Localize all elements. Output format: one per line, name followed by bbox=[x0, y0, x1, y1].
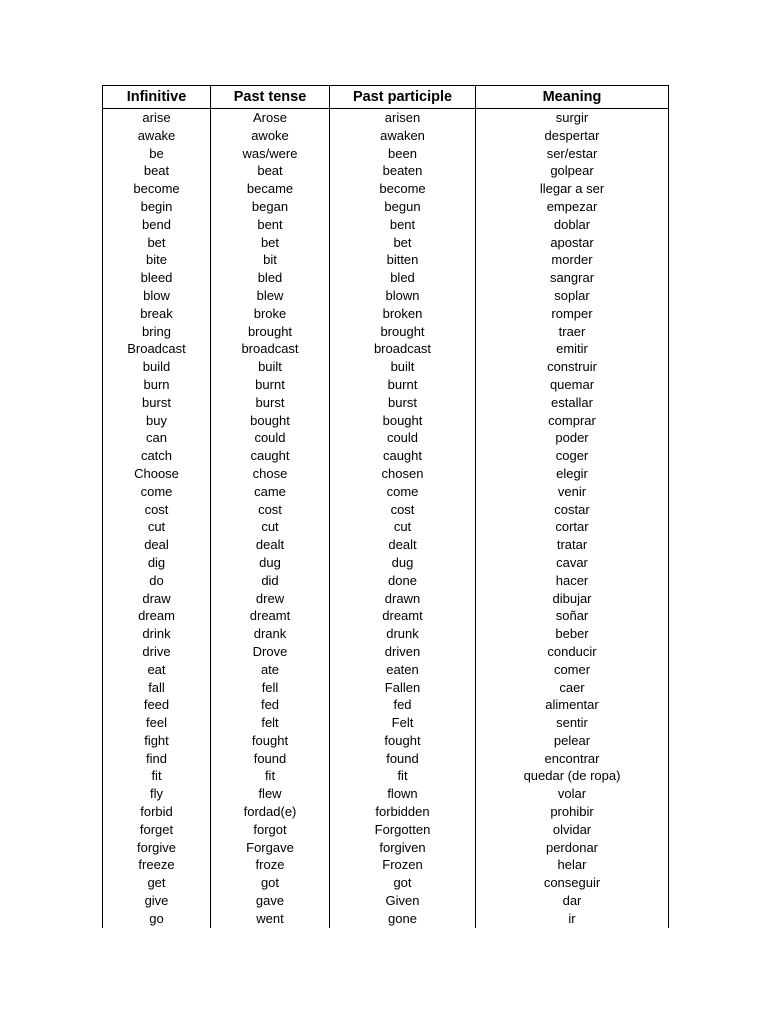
cell-past-participle: bent bbox=[330, 216, 476, 234]
cell-past-tense: cost bbox=[211, 501, 330, 519]
cell-meaning: soplar bbox=[476, 287, 669, 305]
cell-past-participle: brought bbox=[330, 323, 476, 341]
table-row bbox=[103, 305, 669, 323]
cell-infinitive: blow bbox=[103, 287, 211, 305]
cell-past-tense: Forgave bbox=[211, 839, 330, 857]
table-row bbox=[103, 323, 669, 341]
cell-past-tense: fordad(e) bbox=[211, 803, 330, 821]
cell-past-participle: burst bbox=[330, 394, 476, 412]
cell-past-tense: awoke bbox=[211, 127, 330, 145]
cell-meaning: olvidar bbox=[476, 821, 669, 839]
table-row bbox=[103, 714, 669, 732]
cell-past-tense: got bbox=[211, 874, 330, 892]
cell-infinitive: cut bbox=[103, 518, 211, 536]
cell-past-tense: blew bbox=[211, 287, 330, 305]
cell-meaning: conseguir bbox=[476, 874, 669, 892]
cell-past-participle: bitten bbox=[330, 251, 476, 269]
cell-meaning: poder bbox=[476, 429, 669, 447]
cell-infinitive: fall bbox=[103, 679, 211, 697]
table-row bbox=[103, 767, 669, 785]
cell-past-participle: beaten bbox=[330, 162, 476, 180]
cell-infinitive: forgive bbox=[103, 839, 211, 857]
cell-past-participle: flown bbox=[330, 785, 476, 803]
cell-past-participle: fed bbox=[330, 696, 476, 714]
cell-meaning: doblar bbox=[476, 216, 669, 234]
cell-meaning: conducir bbox=[476, 643, 669, 661]
table-row bbox=[103, 180, 669, 198]
cell-past-participle: dealt bbox=[330, 536, 476, 554]
cell-past-tense: could bbox=[211, 429, 330, 447]
cell-past-participle: awaken bbox=[330, 127, 476, 145]
cell-meaning: quemar bbox=[476, 376, 669, 394]
cell-meaning: sentir bbox=[476, 714, 669, 732]
cell-past-participle: bled bbox=[330, 269, 476, 287]
cell-past-tense: froze bbox=[211, 856, 330, 874]
cell-past-participle: come bbox=[330, 483, 476, 501]
table-row bbox=[103, 162, 669, 180]
cell-infinitive: bring bbox=[103, 323, 211, 341]
cell-meaning: quedar (de ropa) bbox=[476, 767, 669, 785]
cell-past-participle: become bbox=[330, 180, 476, 198]
table-row bbox=[103, 216, 669, 234]
cell-past-participle: fought bbox=[330, 732, 476, 750]
cell-past-tense: was/were bbox=[211, 145, 330, 163]
table-row bbox=[103, 412, 669, 430]
cell-meaning: alimentar bbox=[476, 696, 669, 714]
cell-meaning: prohibir bbox=[476, 803, 669, 821]
cell-past-participle: fit bbox=[330, 767, 476, 785]
cell-infinitive: beat bbox=[103, 162, 211, 180]
cell-past-tense: brought bbox=[211, 323, 330, 341]
cell-infinitive: fly bbox=[103, 785, 211, 803]
table-row bbox=[103, 376, 669, 394]
cell-past-participle: broken bbox=[330, 305, 476, 323]
cell-past-participle: dreamt bbox=[330, 607, 476, 625]
cell-infinitive: can bbox=[103, 429, 211, 447]
cell-meaning: golpear bbox=[476, 162, 669, 180]
cell-meaning: elegir bbox=[476, 465, 669, 483]
cell-meaning: estallar bbox=[476, 394, 669, 412]
cell-past-tense: broadcast bbox=[211, 340, 330, 358]
table-row bbox=[103, 394, 669, 412]
table-row bbox=[103, 429, 669, 447]
table-row bbox=[103, 447, 669, 465]
cell-past-participle: could bbox=[330, 429, 476, 447]
cell-meaning: apostar bbox=[476, 234, 669, 252]
cell-past-tense: fit bbox=[211, 767, 330, 785]
cell-meaning: venir bbox=[476, 483, 669, 501]
cell-past-tense: flew bbox=[211, 785, 330, 803]
table-row bbox=[103, 803, 669, 821]
table-row bbox=[103, 269, 669, 287]
cell-past-tense: bent bbox=[211, 216, 330, 234]
cell-past-participle: Fallen bbox=[330, 679, 476, 697]
cell-meaning: encontrar bbox=[476, 750, 669, 768]
table-header bbox=[103, 86, 669, 109]
cell-past-tense: bled bbox=[211, 269, 330, 287]
cell-past-tense: bit bbox=[211, 251, 330, 269]
cell-meaning: soñar bbox=[476, 607, 669, 625]
table-row bbox=[103, 910, 669, 928]
cell-meaning: sangrar bbox=[476, 269, 669, 287]
table-row bbox=[103, 732, 669, 750]
cell-past-participle: driven bbox=[330, 643, 476, 661]
cell-meaning: cortar bbox=[476, 518, 669, 536]
cell-infinitive: build bbox=[103, 358, 211, 376]
cell-infinitive: bite bbox=[103, 251, 211, 269]
cell-meaning: emitir bbox=[476, 340, 669, 358]
table-row bbox=[103, 625, 669, 643]
cell-meaning: llegar a ser bbox=[476, 180, 669, 198]
table-row bbox=[103, 145, 669, 163]
cell-infinitive: cost bbox=[103, 501, 211, 519]
cell-past-tense: Drove bbox=[211, 643, 330, 661]
cell-meaning: cavar bbox=[476, 554, 669, 572]
cell-past-tense: fought bbox=[211, 732, 330, 750]
cell-infinitive: drive bbox=[103, 643, 211, 661]
table-row bbox=[103, 536, 669, 554]
cell-meaning: hacer bbox=[476, 572, 669, 590]
cell-meaning: romper bbox=[476, 305, 669, 323]
cell-infinitive: freeze bbox=[103, 856, 211, 874]
cell-past-participle: blown bbox=[330, 287, 476, 305]
cell-meaning: helar bbox=[476, 856, 669, 874]
cell-past-participle: forgiven bbox=[330, 839, 476, 857]
cell-infinitive: bleed bbox=[103, 269, 211, 287]
cell-past-participle: bought bbox=[330, 412, 476, 430]
cell-past-tense: went bbox=[211, 910, 330, 928]
table-body bbox=[103, 109, 669, 928]
table-row bbox=[103, 358, 669, 376]
cell-past-tense: bet bbox=[211, 234, 330, 252]
cell-meaning: empezar bbox=[476, 198, 669, 216]
table-row bbox=[103, 696, 669, 714]
cell-infinitive: break bbox=[103, 305, 211, 323]
cell-meaning: pelear bbox=[476, 732, 669, 750]
table-row bbox=[103, 518, 669, 536]
cell-past-participle: begun bbox=[330, 198, 476, 216]
cell-infinitive: eat bbox=[103, 661, 211, 679]
cell-infinitive: be bbox=[103, 145, 211, 163]
cell-past-participle: drawn bbox=[330, 590, 476, 608]
header-past-tense: Past tense bbox=[211, 86, 330, 109]
cell-past-participle: Felt bbox=[330, 714, 476, 732]
cell-meaning: perdonar bbox=[476, 839, 669, 857]
cell-meaning: tratar bbox=[476, 536, 669, 554]
cell-past-participle: bet bbox=[330, 234, 476, 252]
cell-meaning: costar bbox=[476, 501, 669, 519]
cell-past-tense: ate bbox=[211, 661, 330, 679]
cell-infinitive: bend bbox=[103, 216, 211, 234]
cell-past-tense: forgot bbox=[211, 821, 330, 839]
table-row bbox=[103, 679, 669, 697]
cell-meaning: beber bbox=[476, 625, 669, 643]
cell-past-tense: became bbox=[211, 180, 330, 198]
header-row bbox=[103, 86, 669, 109]
cell-past-tense: bought bbox=[211, 412, 330, 430]
cell-infinitive: become bbox=[103, 180, 211, 198]
cell-past-tense: began bbox=[211, 198, 330, 216]
cell-infinitive: go bbox=[103, 910, 211, 928]
cell-past-participle: found bbox=[330, 750, 476, 768]
cell-infinitive: forbid bbox=[103, 803, 211, 821]
cell-past-tense: caught bbox=[211, 447, 330, 465]
cell-infinitive: give bbox=[103, 892, 211, 910]
cell-past-tense: drank bbox=[211, 625, 330, 643]
cell-infinitive: feed bbox=[103, 696, 211, 714]
table-row bbox=[103, 839, 669, 857]
cell-past-participle: arisen bbox=[330, 109, 476, 127]
cell-infinitive: do bbox=[103, 572, 211, 590]
cell-past-tense: fell bbox=[211, 679, 330, 697]
cell-past-tense: burnt bbox=[211, 376, 330, 394]
cell-past-tense: beat bbox=[211, 162, 330, 180]
cell-meaning: comer bbox=[476, 661, 669, 679]
cell-past-tense: chose bbox=[211, 465, 330, 483]
cell-meaning: comprar bbox=[476, 412, 669, 430]
table-row bbox=[103, 590, 669, 608]
cell-infinitive: Broadcast bbox=[103, 340, 211, 358]
cell-meaning: caer bbox=[476, 679, 669, 697]
table-row bbox=[103, 874, 669, 892]
table-row bbox=[103, 892, 669, 910]
cell-past-tense: did bbox=[211, 572, 330, 590]
cell-infinitive: drink bbox=[103, 625, 211, 643]
cell-infinitive: fight bbox=[103, 732, 211, 750]
table-row bbox=[103, 234, 669, 252]
header-past-participle: Past participle bbox=[330, 86, 476, 109]
cell-infinitive: dig bbox=[103, 554, 211, 572]
cell-meaning: ir bbox=[476, 910, 669, 928]
cell-meaning: morder bbox=[476, 251, 669, 269]
cell-past-participle: got bbox=[330, 874, 476, 892]
cell-infinitive: bet bbox=[103, 234, 211, 252]
table-row bbox=[103, 483, 669, 501]
cell-infinitive: catch bbox=[103, 447, 211, 465]
cell-infinitive: deal bbox=[103, 536, 211, 554]
cell-meaning: coger bbox=[476, 447, 669, 465]
cell-past-tense: burst bbox=[211, 394, 330, 412]
cell-meaning: volar bbox=[476, 785, 669, 803]
cell-infinitive: burn bbox=[103, 376, 211, 394]
cell-past-tense: felt bbox=[211, 714, 330, 732]
cell-past-participle: chosen bbox=[330, 465, 476, 483]
cell-past-participle: forbidden bbox=[330, 803, 476, 821]
cell-meaning: traer bbox=[476, 323, 669, 341]
cell-past-participle: cut bbox=[330, 518, 476, 536]
cell-infinitive: fit bbox=[103, 767, 211, 785]
cell-past-participle: eaten bbox=[330, 661, 476, 679]
table-row bbox=[103, 554, 669, 572]
cell-meaning: ser/estar bbox=[476, 145, 669, 163]
cell-meaning: dar bbox=[476, 892, 669, 910]
cell-past-participle: cost bbox=[330, 501, 476, 519]
cell-past-participle: Given bbox=[330, 892, 476, 910]
cell-meaning: surgir bbox=[476, 109, 669, 127]
cell-past-tense: gave bbox=[211, 892, 330, 910]
cell-past-tense: dreamt bbox=[211, 607, 330, 625]
table-row bbox=[103, 643, 669, 661]
cell-past-participle: gone bbox=[330, 910, 476, 928]
header-meaning: Meaning bbox=[476, 86, 669, 109]
table-row bbox=[103, 785, 669, 803]
cell-past-participle: Forgotten bbox=[330, 821, 476, 839]
cell-infinitive: arise bbox=[103, 109, 211, 127]
cell-infinitive: feel bbox=[103, 714, 211, 732]
cell-infinitive: get bbox=[103, 874, 211, 892]
cell-meaning: construir bbox=[476, 358, 669, 376]
cell-past-participle: been bbox=[330, 145, 476, 163]
table-row bbox=[103, 661, 669, 679]
cell-infinitive: come bbox=[103, 483, 211, 501]
table-row bbox=[103, 501, 669, 519]
table-row bbox=[103, 198, 669, 216]
header-infinitive: Infinitive bbox=[103, 86, 211, 109]
table-row bbox=[103, 572, 669, 590]
cell-past-tense: drew bbox=[211, 590, 330, 608]
cell-past-participle: built bbox=[330, 358, 476, 376]
cell-past-tense: found bbox=[211, 750, 330, 768]
cell-past-participle: broadcast bbox=[330, 340, 476, 358]
cell-past-tense: Arose bbox=[211, 109, 330, 127]
cell-past-participle: burnt bbox=[330, 376, 476, 394]
cell-past-participle: Frozen bbox=[330, 856, 476, 874]
cell-infinitive: Choose bbox=[103, 465, 211, 483]
cell-past-participle: caught bbox=[330, 447, 476, 465]
cell-infinitive: buy bbox=[103, 412, 211, 430]
cell-infinitive: burst bbox=[103, 394, 211, 412]
table-row bbox=[103, 750, 669, 768]
cell-past-participle: drunk bbox=[330, 625, 476, 643]
cell-infinitive: draw bbox=[103, 590, 211, 608]
cell-past-tense: dealt bbox=[211, 536, 330, 554]
cell-infinitive: dream bbox=[103, 607, 211, 625]
cell-meaning: despertar bbox=[476, 127, 669, 145]
table-row bbox=[103, 340, 669, 358]
cell-past-participle: done bbox=[330, 572, 476, 590]
cell-past-tense: cut bbox=[211, 518, 330, 536]
cell-past-tense: fed bbox=[211, 696, 330, 714]
table-row bbox=[103, 109, 669, 127]
table-row bbox=[103, 856, 669, 874]
table-row bbox=[103, 127, 669, 145]
cell-meaning: dibujar bbox=[476, 590, 669, 608]
table-row bbox=[103, 251, 669, 269]
cell-past-tense: dug bbox=[211, 554, 330, 572]
cell-infinitive: awake bbox=[103, 127, 211, 145]
cell-past-tense: built bbox=[211, 358, 330, 376]
cell-past-tense: came bbox=[211, 483, 330, 501]
table-row bbox=[103, 465, 669, 483]
cell-infinitive: find bbox=[103, 750, 211, 768]
cell-past-tense: broke bbox=[211, 305, 330, 323]
table-row bbox=[103, 821, 669, 839]
cell-infinitive: begin bbox=[103, 198, 211, 216]
cell-infinitive: forget bbox=[103, 821, 211, 839]
table-row bbox=[103, 287, 669, 305]
irregular-verbs-table bbox=[102, 85, 669, 928]
table-row bbox=[103, 607, 669, 625]
cell-past-participle: dug bbox=[330, 554, 476, 572]
